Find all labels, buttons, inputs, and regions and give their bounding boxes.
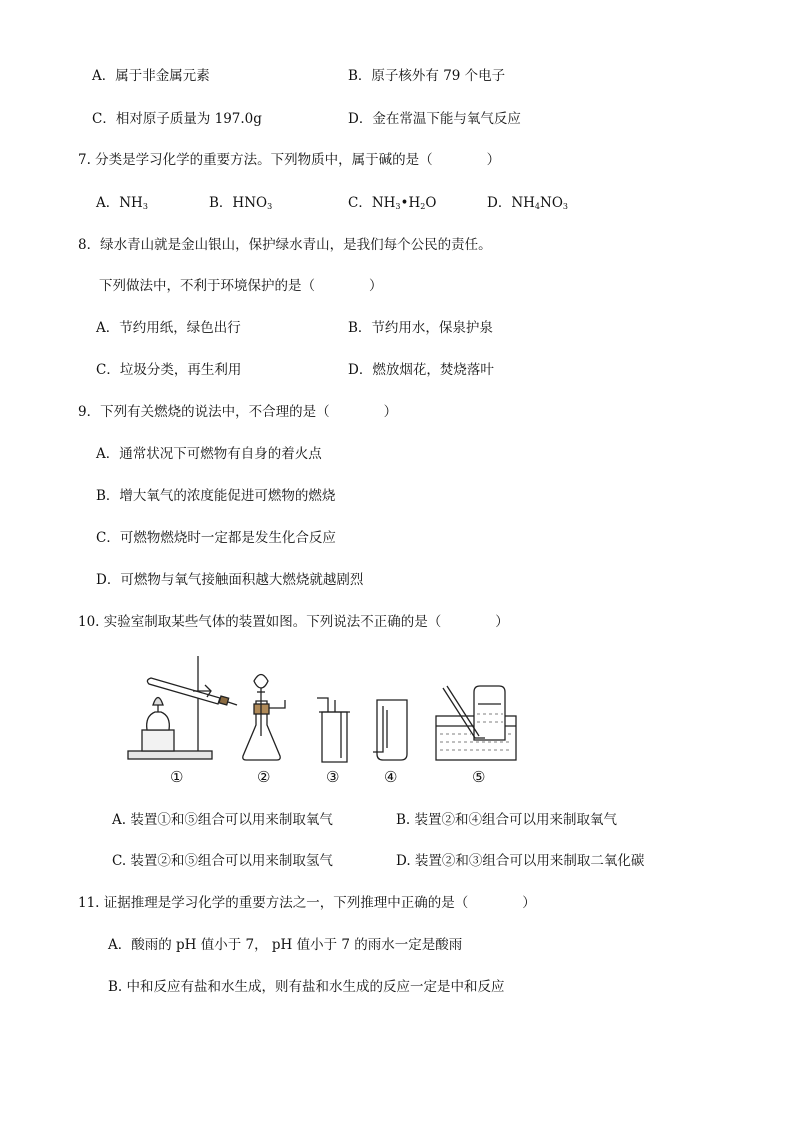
- q9-stem: 9．下列有关燃烧的说法中，不合理的是（ ）: [78, 404, 398, 420]
- q11-option-b: B. 中和反应有盐和水生成，则有盐和水生成的反应一定是中和反应: [108, 979, 505, 995]
- q6-option-c: C．相对原子质量为 197.0g: [92, 111, 262, 127]
- q8-option-a: A．节约用纸，绿色出行: [96, 320, 241, 336]
- q6-option-d: D．金在常温下能与氧气反应: [348, 111, 521, 127]
- q8-stem-line2: 下列做法中，不利于环境保护的是（ ）: [99, 278, 383, 294]
- q9-option-b: B．增大氧气的浓度能促进可燃物的燃烧: [96, 488, 336, 504]
- q8-option-b: B．节约用水，保泉护泉: [348, 320, 493, 336]
- q8-option-d: D．燃放烟花，焚烧落叶: [348, 362, 494, 378]
- apparatus-label-4: ④: [384, 768, 398, 786]
- apparatus-label-5: ⑤: [472, 768, 486, 786]
- apparatus-label-2: ②: [257, 768, 271, 786]
- q7-stem: 7. 分类是学习化学的重要方法。下列物质中，属于碱的是（ ）: [78, 152, 501, 168]
- q8-option-c: C．垃圾分类，再生利用: [96, 362, 242, 378]
- q11-stem: 11. 证据推理是学习化学的重要方法之一，下列推理中正确的是（ ）: [78, 895, 536, 911]
- q9-option-d: D．可燃物与氧气接触面积越大燃烧就越剧烈: [96, 572, 364, 588]
- apparatus-2-flask-funnel: [243, 675, 285, 761]
- q10-stem: 10. 实验室制取某些气体的装置如图。下列说法不正确的是（ ）: [78, 614, 509, 630]
- q6-option-b: B．原子核外有 79 个电子: [348, 68, 506, 84]
- apparatus-label-1: ①: [170, 768, 184, 786]
- lab-apparatus-figure: [125, 650, 525, 790]
- q8-stem-line1: 8．绿水青山就是金山银山，保护绿水青山，是我们每个公民的责任。: [78, 237, 492, 253]
- apparatus-label-3: ③: [326, 768, 340, 786]
- apparatus-5-water-trough: [436, 686, 516, 760]
- q11-option-a: A．酸雨的 pH 值小于 7， pH 值小于 7 的雨水一定是酸雨: [108, 937, 463, 953]
- q7-option-b: B．$HNO_3$: [209, 195, 273, 211]
- q6-option-a: A．属于非金属元素: [92, 68, 210, 84]
- apparatus-3-gas-bottle: [317, 698, 350, 762]
- apparatus-drawing: [125, 650, 525, 768]
- q10-option-d: D. 装置②和③组合可以用来制取二氧化碳: [396, 853, 645, 869]
- apparatus-4-inverted-tube: [373, 700, 407, 760]
- apparatus-1-heating-setup: [128, 656, 237, 759]
- q10-option-a: A. 装置①和⑤组合可以用来制取氧气: [112, 812, 333, 828]
- q10-option-c: C. 装置②和⑤组合可以用来制取氢气: [112, 853, 333, 869]
- q7-option-c: C．$NH_3•H_2O$: [348, 195, 437, 211]
- q7-option-d: D．$NH_4NO_3$: [487, 195, 568, 211]
- q9-option-c: C．可燃物燃烧时一定都是发生化合反应: [96, 530, 336, 546]
- q9-option-a: A．通常状况下可燃物有自身的着火点: [96, 446, 322, 462]
- q7-option-a: A．$NH_3$: [96, 195, 148, 211]
- q10-option-b: B. 装置②和④组合可以用来制取氧气: [396, 812, 618, 828]
